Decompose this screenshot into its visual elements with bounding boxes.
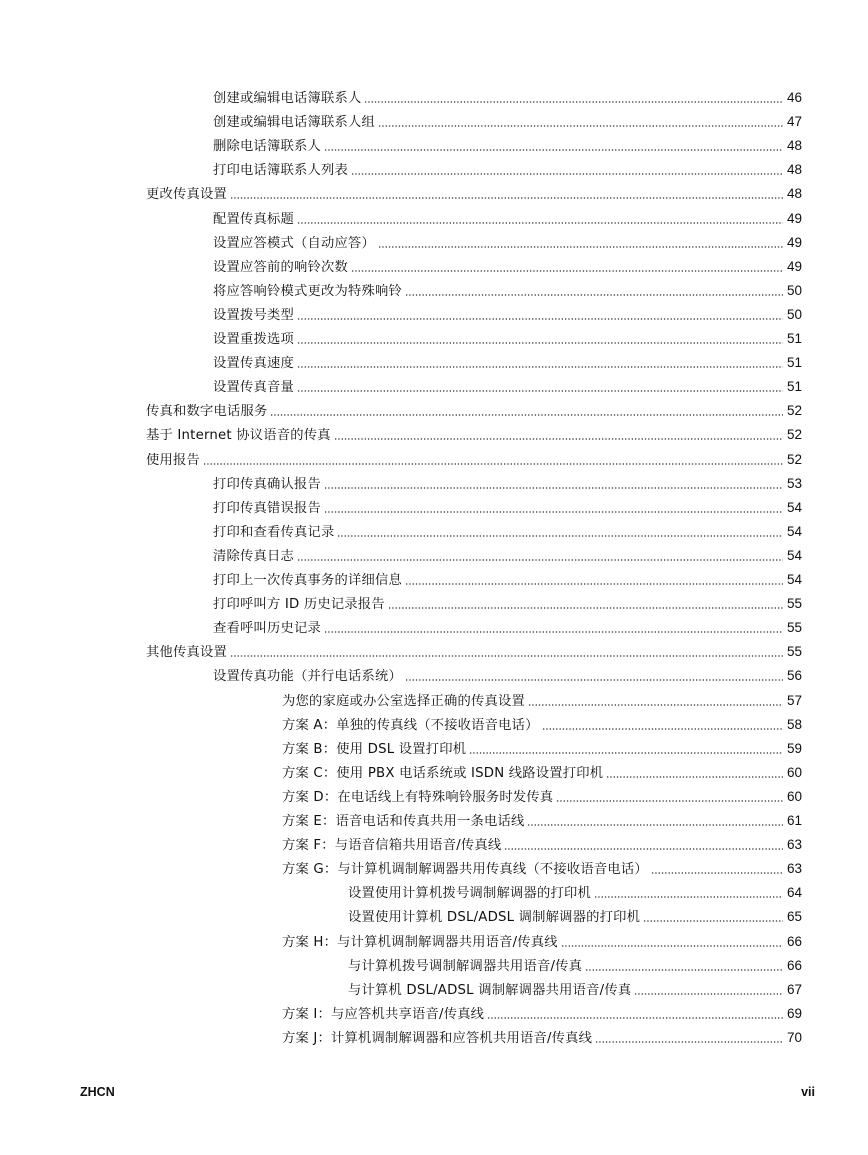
toc-entry-title: 与计算机拨号调制解调器共用语音/传真 [348, 958, 583, 974]
toc-entry-title: 方案 F：与语音信箱共用语音/传真线 [282, 838, 502, 854]
dot-leader [594, 896, 783, 898]
toc-entry-page: 54 [786, 499, 802, 515]
dot-leader [378, 246, 783, 248]
toc-entry[interactable] [282, 809, 802, 833]
dot-leader [334, 438, 783, 440]
toc-entry-title: 方案 G：与计算机调制解调器共用传真线（不接收语音电话） [282, 862, 648, 878]
toc-entry-title: 打印电话簿联系人列表 [213, 163, 348, 179]
toc-entry-title: 方案 J：计算机调制解调器和应答机共用语音/传真线 [282, 1030, 593, 1046]
toc-entry-page: 56 [786, 668, 802, 684]
toc-entry[interactable] [282, 1026, 802, 1050]
dot-leader [324, 149, 783, 151]
dot-leader [561, 945, 783, 947]
toc-entry-page: 46 [786, 90, 802, 105]
toc-entry-title: 设置重拨选项 [213, 332, 294, 347]
toc-entry-title: 配置传真标题 [213, 211, 294, 227]
toc-entry-page: 50 [786, 306, 802, 322]
dot-leader [585, 969, 783, 971]
toc-entry-title: 设置传真音量 [213, 380, 294, 396]
dot-leader [230, 197, 783, 199]
toc-entry[interactable] [146, 399, 802, 423]
dot-leader [297, 390, 783, 392]
dot-leader [351, 270, 783, 272]
toc-entry[interactable] [348, 978, 802, 1002]
footer-page-number: vii [801, 1085, 815, 1099]
toc-entry-page: 52 [786, 451, 802, 467]
toc-entry-page: 52 [786, 427, 802, 443]
toc-entry-page: 54 [786, 547, 802, 563]
toc-entry-title: 设置应答前的响铃次数 [213, 259, 348, 275]
toc-entry[interactable] [213, 255, 802, 279]
toc-entry[interactable] [213, 568, 802, 592]
dot-leader [405, 294, 783, 296]
toc-entry-title: 打印上一次传真事务的详细信息 [213, 573, 402, 588]
toc-entry[interactable] [146, 448, 802, 472]
dot-leader [651, 872, 783, 874]
toc-entry-title: 设置传真速度 [213, 356, 294, 372]
toc-entry-title: 传真和数字电话服务 [146, 404, 268, 420]
toc-entry-title: 方案 B：使用 DSL 设置打印机 [282, 741, 467, 757]
toc-entry-title: 方案 C：使用 PBX 电话系统或 ISDN 线路设置打印机 [282, 765, 604, 781]
toc-entry-page: 70 [786, 1029, 802, 1045]
toc-entry-title: 设置使用计算机 DSL/ADSL 调制解调器的打印机 [348, 910, 641, 926]
toc-entry[interactable] [213, 592, 802, 616]
toc-entry-page: 65 [786, 909, 802, 925]
toc-entry[interactable] [213, 544, 802, 568]
dot-leader [595, 1041, 783, 1043]
dot-leader [542, 728, 783, 730]
dot-leader [606, 776, 783, 778]
toc-entry[interactable] [282, 713, 802, 737]
toc-entry[interactable] [146, 640, 802, 664]
toc-entry[interactable] [282, 689, 802, 713]
toc-entry[interactable] [213, 351, 802, 375]
toc-entry-page: 54 [786, 523, 802, 539]
dot-leader [388, 607, 783, 609]
dot-leader [351, 173, 783, 175]
toc-entry-title: 设置应答模式（自动应答） [213, 235, 375, 251]
toc-entry-page: 49 [786, 210, 802, 226]
toc-entry[interactable] [213, 472, 802, 496]
toc-entry-title: 方案 I：与应答机共享语音/传真线 [282, 1006, 485, 1022]
toc-entry-page: 63 [786, 861, 802, 877]
dot-leader [297, 342, 783, 344]
toc-entry-title: 更改传真设置 [146, 187, 227, 203]
dot-leader [297, 222, 783, 224]
toc-entry[interactable] [348, 905, 802, 929]
dot-leader [337, 535, 782, 537]
toc-entry-page: 66 [786, 957, 802, 973]
toc-entry[interactable] [282, 1002, 802, 1026]
toc-entry-page: 54 [786, 572, 802, 587]
dot-leader [634, 993, 783, 995]
dot-leader [527, 824, 782, 826]
toc-entry-page: 51 [786, 379, 802, 395]
toc-entry[interactable] [213, 664, 802, 688]
dot-leader [324, 631, 783, 633]
toc-entry-page: 58 [786, 716, 802, 732]
toc-entry-page: 48 [786, 186, 802, 202]
toc-entry[interactable] [213, 134, 802, 158]
toc-entry[interactable] [282, 930, 802, 954]
toc-entry-page: 60 [786, 764, 802, 780]
toc-entry-title: 将应答响铃模式更改为特殊响铃 [213, 283, 402, 299]
toc-entry-page: 61 [786, 813, 802, 828]
toc-entry-title: 设置使用计算机拨号调制解调器的打印机 [348, 886, 591, 902]
toc-entry[interactable] [348, 881, 802, 905]
toc-entry-page: 55 [786, 620, 802, 636]
toc-entry-title: 方案 A：单独的传真线（不接收语音电话） [282, 717, 539, 733]
footer-language-code: ZHCN [80, 1085, 115, 1099]
dot-leader [324, 487, 783, 489]
toc-entry-page: 50 [786, 282, 802, 298]
toc-entry[interactable] [348, 954, 802, 978]
dot-leader [297, 559, 783, 561]
dot-leader [364, 101, 783, 103]
toc-entry-page: 55 [786, 596, 802, 612]
dot-leader [297, 366, 783, 368]
toc-entry-title: 设置传真功能（并行电话系统） [213, 669, 402, 685]
dot-leader [487, 1017, 783, 1019]
dot-leader [297, 318, 783, 320]
toc-entry-page: 59 [786, 740, 802, 756]
toc-entry[interactable] [213, 231, 802, 255]
dot-leader [504, 848, 783, 850]
dot-leader [528, 704, 783, 706]
toc-entry-title: 创建或编辑电话簿联系人组 [213, 115, 375, 131]
toc-entry-page: 51 [786, 331, 802, 346]
toc-entry-page: 57 [786, 692, 802, 708]
toc-entry[interactable] [282, 761, 802, 785]
toc-entry-page: 55 [786, 644, 802, 660]
toc-entry-title: 打印和查看传真记录 [213, 524, 335, 540]
toc-entry[interactable] [282, 857, 802, 881]
dot-leader [230, 655, 783, 657]
toc-entry[interactable] [282, 785, 802, 809]
toc-entry[interactable] [213, 110, 802, 134]
toc-entry-title: 打印传真确认报告 [213, 476, 321, 492]
toc-entry-title: 清除传真日志 [213, 548, 294, 564]
toc-entry-title: 方案 H：与计算机调制解调器共用语音/传真线 [282, 934, 558, 950]
toc-entry-page: 49 [786, 234, 802, 250]
toc-entry-title: 设置拨号类型 [213, 307, 294, 323]
toc-entry[interactable] [146, 423, 802, 447]
toc-entry[interactable] [213, 520, 802, 544]
dot-leader [556, 800, 783, 802]
toc-entry-page: 52 [786, 403, 802, 419]
toc-entry-title: 使用报告 [146, 452, 200, 468]
toc-entry-page: 49 [786, 258, 802, 274]
toc-entry-page: 69 [786, 1005, 802, 1021]
toc-entry[interactable] [213, 616, 802, 640]
dot-leader [643, 920, 783, 922]
dot-leader [324, 511, 783, 513]
dot-leader [378, 125, 783, 127]
dot-leader [203, 463, 783, 465]
toc-entry-title: 与计算机 DSL/ADSL 调制解调器共用语音/传真 [348, 982, 632, 998]
toc-entry-title: 其他传真设置 [146, 645, 227, 661]
toc-entry-title: 打印呼叫方 ID 历史记录报告 [213, 597, 385, 613]
toc-entry-page: 48 [786, 162, 802, 178]
toc-entry-title: 打印传真错误报告 [213, 500, 321, 516]
toc-entry[interactable] [213, 158, 802, 182]
dot-leader [270, 414, 782, 416]
toc-entry-page: 51 [786, 355, 802, 371]
toc-entry-title: 查看呼叫历史记录 [213, 621, 321, 637]
toc-entry-page: 66 [786, 933, 802, 949]
toc-entry-page: 60 [786, 788, 802, 804]
toc-entry-title: 基于 Internet 协议语音的传真 [146, 428, 331, 444]
dot-leader [469, 752, 783, 754]
toc-entry[interactable] [282, 737, 802, 761]
toc-entry[interactable] [213, 279, 802, 303]
toc-entry-title: 方案 E：语音电话和传真共用一条电话线 [282, 814, 525, 829]
toc-entry-page: 67 [786, 981, 802, 997]
toc-entry[interactable] [213, 86, 802, 110]
toc-entry-title: 创建或编辑电话簿联系人 [213, 91, 362, 106]
toc-entry[interactable] [213, 496, 802, 520]
dot-leader [405, 679, 783, 681]
toc-entry[interactable] [282, 833, 802, 857]
toc-entry-title: 方案 D：在电话线上有特殊响铃服务时发传真 [282, 789, 554, 805]
dot-leader [405, 583, 783, 585]
toc-entry-page: 64 [786, 885, 802, 901]
toc-entry-page: 47 [786, 114, 802, 130]
toc-entry-title: 为您的家庭或办公室选择正确的传真设置 [282, 693, 525, 709]
toc-entry[interactable] [146, 182, 802, 206]
toc-entry[interactable] [213, 327, 802, 351]
toc-entry-page: 63 [786, 837, 802, 853]
toc-entry[interactable] [213, 207, 802, 231]
toc-entry-page: 53 [786, 475, 802, 491]
toc-entry[interactable] [213, 303, 802, 327]
toc-entry[interactable] [213, 375, 802, 399]
toc-entry-title: 删除电话簿联系人 [213, 139, 321, 155]
toc-entry-page: 48 [786, 138, 802, 154]
